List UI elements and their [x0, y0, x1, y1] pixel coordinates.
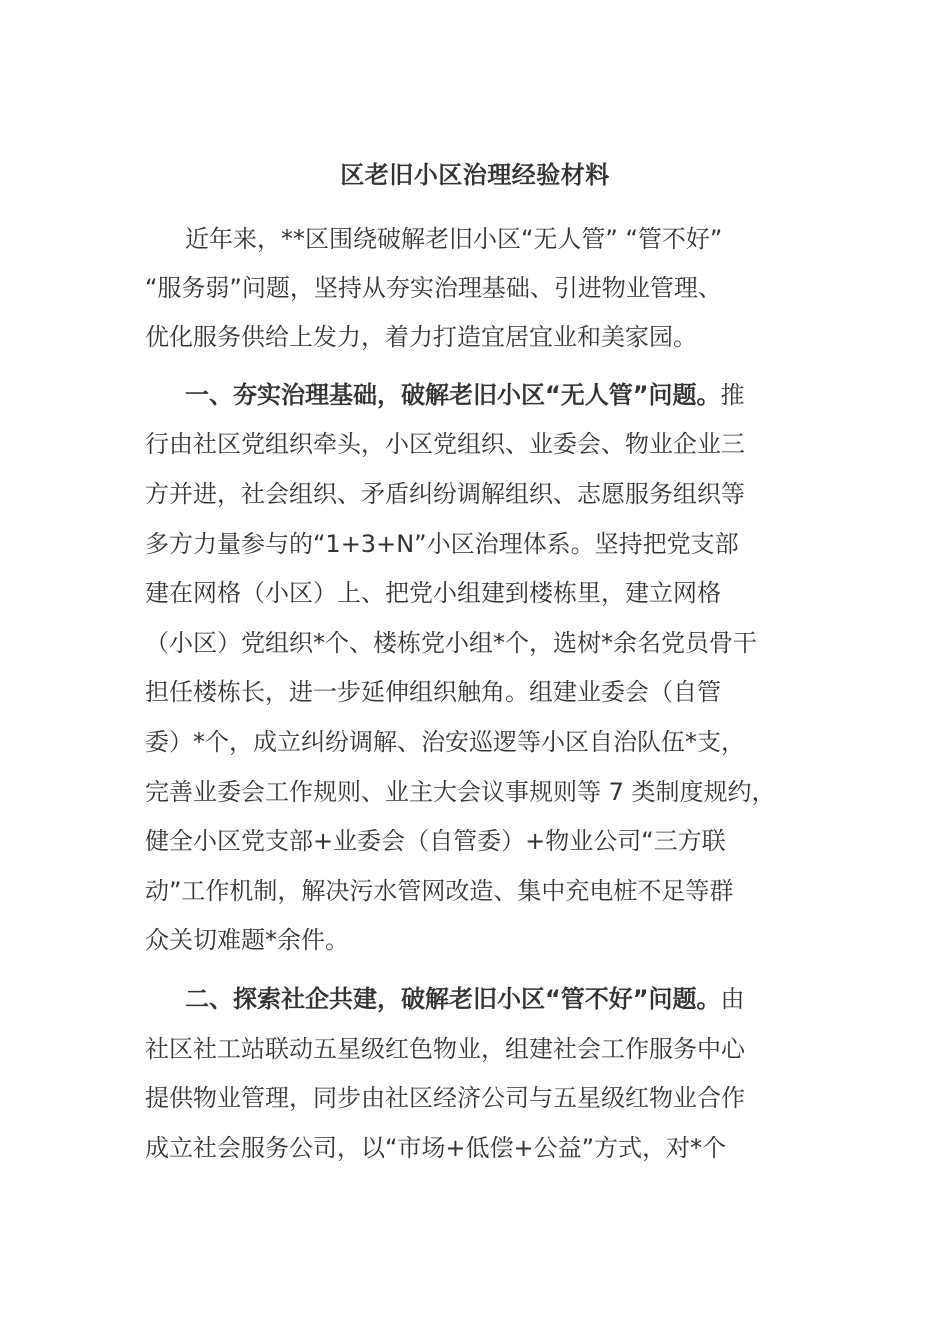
section1-line: 健全小区党支部+业委会（自管委）+物业公司“三方联 — [145, 827, 726, 855]
section1-first-line-tail: 推 — [720, 381, 745, 409]
section2-first-line — [185, 982, 865, 1016]
document-title: 区老旧小区治理经验材料 — [340, 161, 610, 189]
section1-line: （小区）党组织*个、楼栋党小组*个，选树*余名党员骨干 — [145, 629, 757, 657]
section1-line: 众关切难题*余件。 — [145, 926, 349, 954]
section1-heading: 一、夯实治理基础，破解老旧小区“无人管”问题。 — [185, 381, 721, 409]
section1-line: 行由社区党组织牵头，小区党组织、业委会、物业企业三 — [145, 430, 745, 458]
section1-line: 方并进，社会组织、矛盾纠纷调解组织、志愿服务组织等 — [145, 480, 745, 508]
section2-heading: 二、探索社企共建，破解老旧小区“管不好”问题。 — [185, 985, 721, 1013]
section2-first-line-tail: 由 — [720, 985, 745, 1013]
intro-line-1: 近年来，**区围绕破解老旧小区“无人管” “管不好” — [185, 225, 723, 253]
section2-line: 提供物业管理，同步由社区经济公司与五星级红物业合作 — [145, 1084, 745, 1112]
intro-line-3: 优化服务供给上发力，着力打造宜居宜业和美家园。 — [145, 323, 697, 351]
intro-line-2: “服务弱”问题，坚持从夯实治理基础、引进物业管理、 — [145, 274, 722, 302]
section2-line: 成立社会服务公司，以“市场+低偿+公益”方式，对*个 — [145, 1134, 727, 1162]
section1-line: 担任楼栋长，进一步延伸组织触角。组建业委会（自管 — [145, 678, 721, 706]
section2-line: 社区社工站联动五星级红色物业，组建社会工作服务中心 — [145, 1035, 745, 1063]
section1-line: 动”工作机制，解决污水管网改造、集中充电桩不足等群 — [145, 877, 734, 905]
section1-first-line — [185, 378, 865, 412]
section1-line: 完善业委会工作规则、业主大会议事规则等 7 类制度规约， — [145, 778, 776, 806]
section1-line: 委）*个，成立纠纷调解、治安巡逻等小区自治队伍*支， — [145, 728, 745, 756]
section1-line: 建在网格（小区）上、把党小组建到楼栋里，建立网格 — [145, 579, 721, 607]
section1-line: 多方力量参与的“1+3+N”小区治理体系。坚持把党支部 — [145, 530, 739, 558]
